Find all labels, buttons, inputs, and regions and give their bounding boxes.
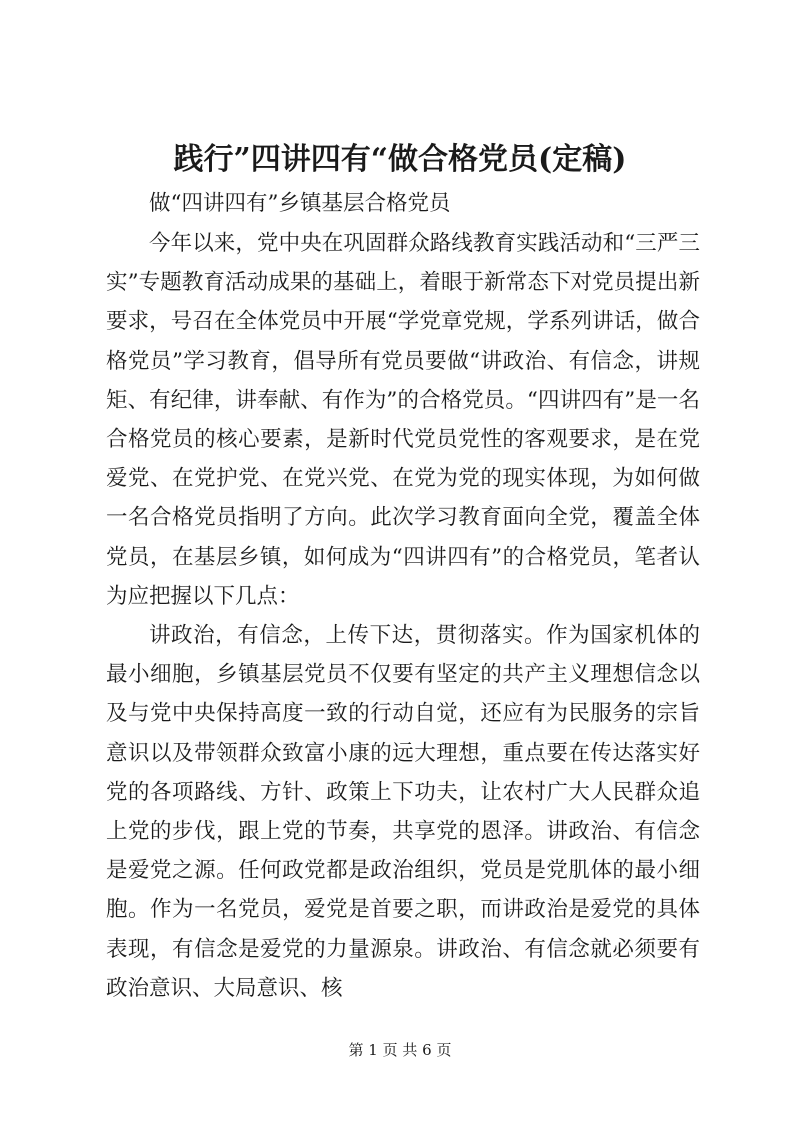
document-title: 践行”四讲四有“做合格党员(定稿) bbox=[173, 142, 627, 177]
paragraph-intro: 今年以来，党中央在巩固群众路线教育实践活动和“三严三实”专题教育活动成果的基础上，着眼于新常态下对党员提出新要求，号召在全体党员中开展“学党章党规，学系列讲话，做合格党员”学习教育，倡导所有党员要做“讲政治、有信念，讲规矩、有纪律，讲奉献、有作为”的合格党员。“四讲四有”是一名合格党员的核心要素，是新时代党员党性的客观要求，是在党爱党、在党护党、在党兴党、在党为党的现实体现，为如何做一名合格党员指明了方向。此次学习教育面向全党，覆盖全体党员，在基层乡镇，如何成为“四讲四有”的合格党员，笔者认为应把握以下几点： bbox=[106, 231, 700, 609]
document-subtitle: 做“四讲四有”乡镇基层合格党员 bbox=[149, 191, 451, 216]
document-body bbox=[106, 184, 700, 1008]
paragraph-politics: 讲政治，有信念，上传下达，贯彻落实。作为国家机体的最小细胞，乡镇基层党员不仅要有坚定的共产主义理想信念以及与党中央保持高度一致的行动自觉，还应有为民服务的宗旨意识以及带领群众致富小康的远大理想，重点要在传达落实好党的各项路线、方针、政策上下功夫，让农村广大人民群众追上党的步伐，跟上党的节奏，共享党的恩泽。讲政治、有信念是爱党之源。任何政党都是政治组织，党员是党肌体的最小细胞。作为一名党员，爱党是首要之职，而讲政治是爱党的具体表现，有信念是爱党的力量源泉。讲政治、有信念就必须要有政治意识、大局意识、核 bbox=[106, 623, 700, 1001]
page-number-footer: 第 1 页 共 6 页 bbox=[348, 1041, 452, 1059]
